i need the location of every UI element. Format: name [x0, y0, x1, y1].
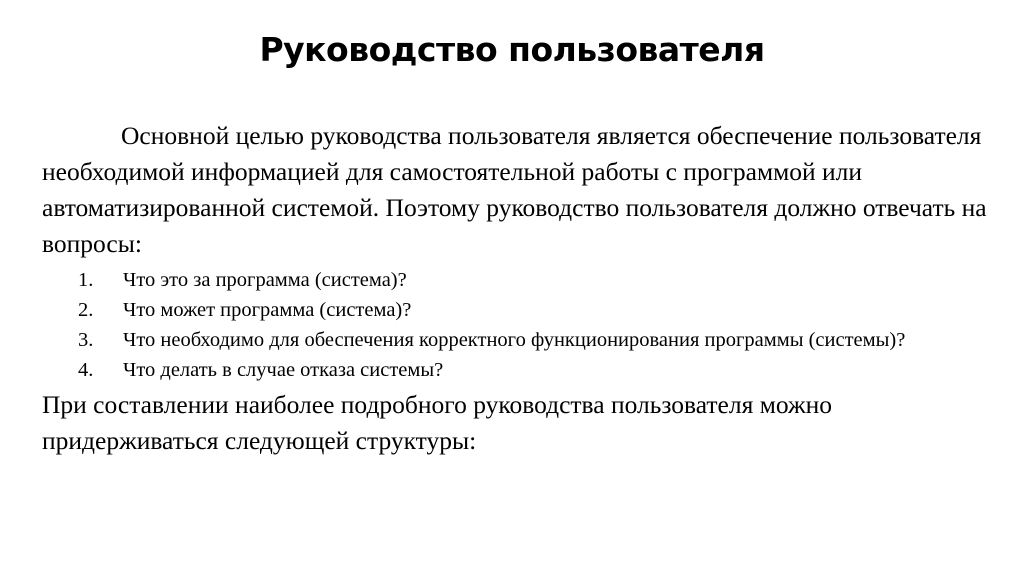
list-item-text: Что необходимо для обеспечения корректного функционирования программы (системы)? — [123, 329, 906, 351]
list-item-text: Что делать в случае отказа системы? — [123, 359, 444, 381]
list-item-number: 1. — [78, 269, 94, 291]
list-item-number: 2. — [78, 299, 94, 321]
slide-title: Руководство пользователя — [259, 30, 765, 69]
list-item — [42, 355, 1002, 385]
list-item — [42, 295, 1002, 325]
intro-paragraph: Основной целью руководства пользователя является обеспечение пользователя необходимой информацией для самостоятельной работы с программой или автоматизированной системой. Поэтому руководство пользователя должно отвечать на вопросы: — [42, 121, 987, 258]
slide-body — [42, 118, 1002, 459]
list-item-text: Что это за программа (система)? — [123, 269, 407, 291]
list-item-number: 4. — [78, 359, 94, 381]
list-item-number: 3. — [78, 329, 94, 351]
questions-list — [42, 265, 1002, 385]
list-item-text: Что может программа (система)? — [123, 299, 412, 321]
list-item — [42, 265, 1002, 295]
list-item — [42, 325, 1002, 355]
outro-paragraph: При составлении наиболее подробного руководства пользователя можно придерживаться следующей структуры: — [42, 390, 832, 455]
